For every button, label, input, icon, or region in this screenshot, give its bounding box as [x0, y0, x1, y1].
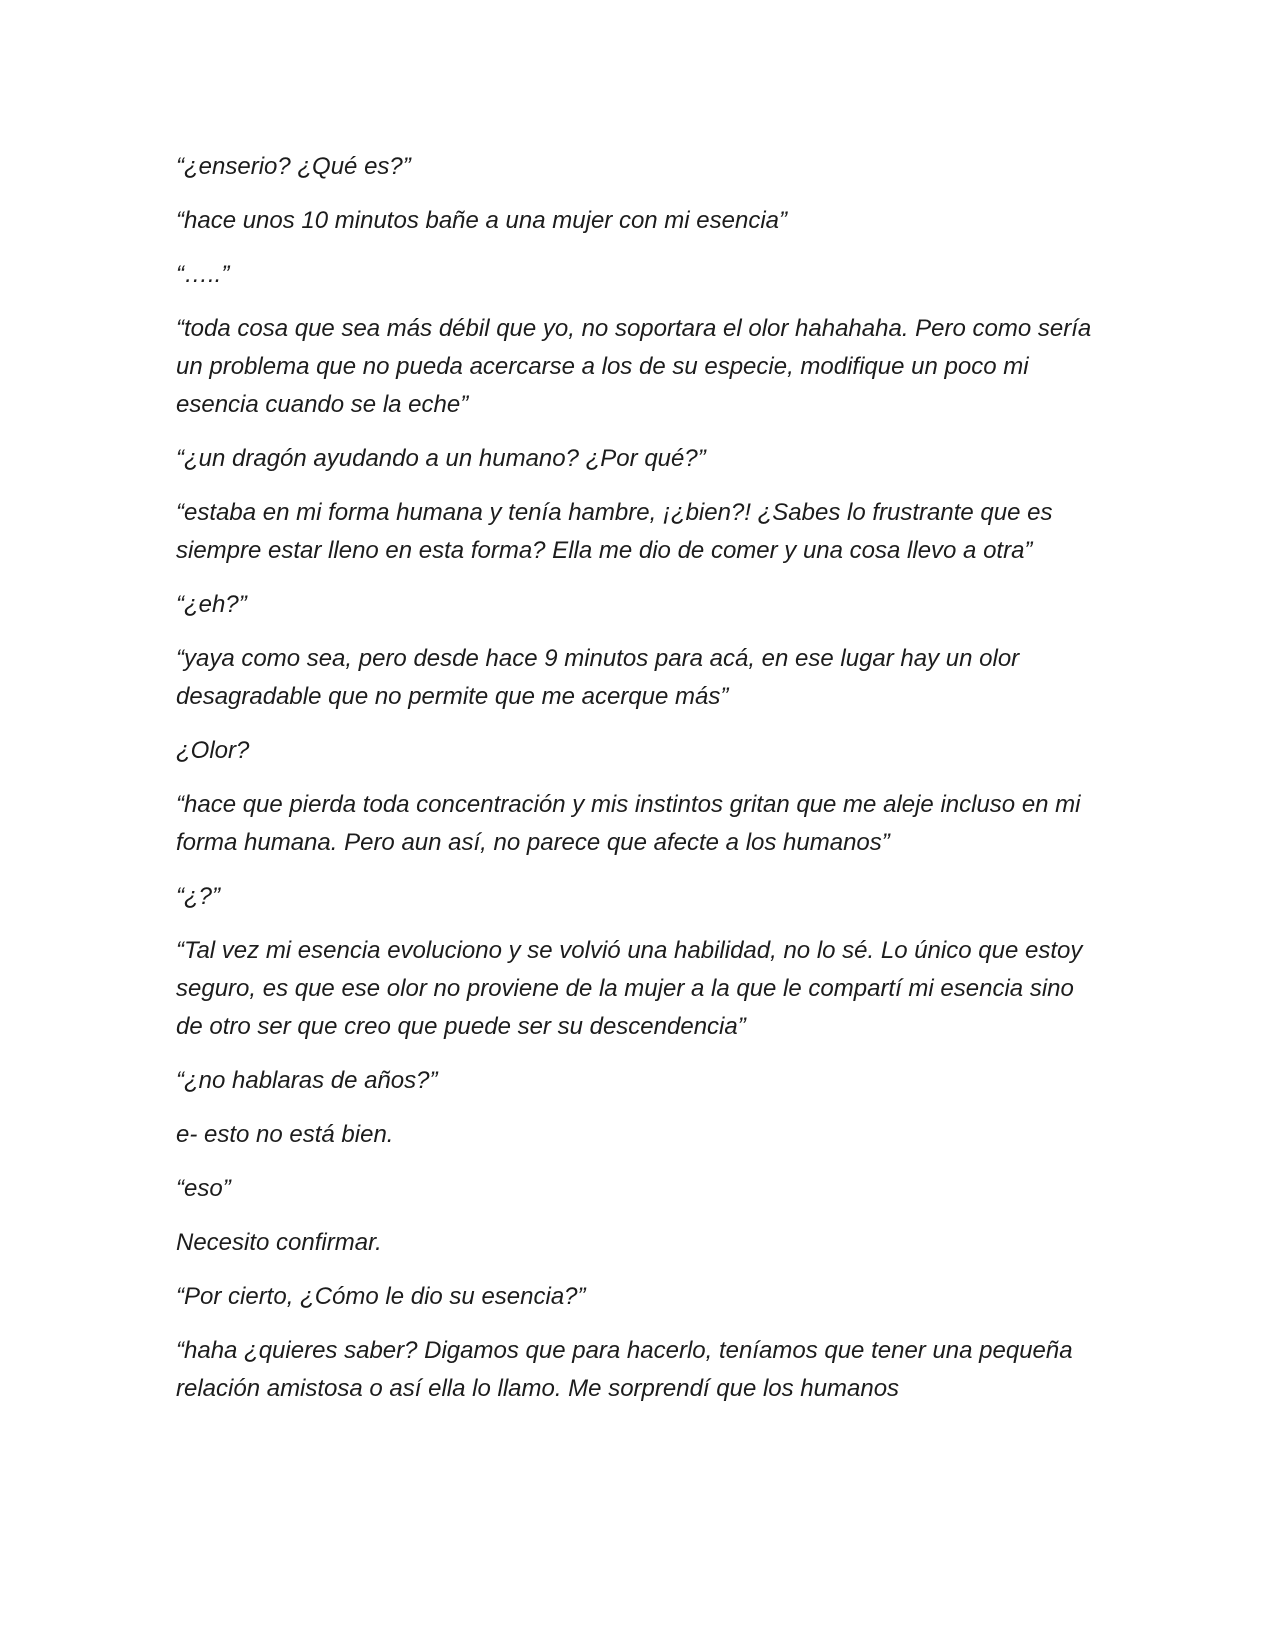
paragraph: ¿Olor? [176, 737, 250, 764]
paragraph: “estaba en mi forma humana y tenía hambre, ¡¿bien?! ¿Sabes lo frustrante que es siempre estar lleno en esta forma? Ella me dio de comer y una cosa llevo a otra” [176, 499, 1053, 564]
paragraph: “¿enserio? ¿Qué es?” [176, 153, 411, 180]
paragraph: “hace unos 10 minutos bañe a una mujer con mi esencia” [176, 207, 788, 234]
paragraph: “¿no hablaras de años?” [176, 1067, 438, 1094]
paragraph: “haha ¿quieres saber? Digamos que para hacerlo, teníamos que tener una pequeña relación amistosa o así ella lo llamo. Me sorprendí que los humanos [176, 1337, 1073, 1402]
paragraph: e- esto no está bien. [176, 1121, 394, 1148]
paragraph: “eso” [176, 1175, 231, 1202]
paragraph: “toda cosa que sea más débil que yo, no soportara el olor hahahaha. Pero como sería un problema que no pueda acercarse a los de su especie, modifique un poco mi esencia cuando se la eche” [176, 315, 1092, 418]
paragraph: “yaya como sea, pero desde hace 9 minutos para acá, en ese lugar hay un olor desagradable que no permite que me acerque más” [176, 645, 1020, 710]
paragraph: “Por cierto, ¿Cómo le dio su esencia?” [176, 1283, 586, 1310]
paragraph: “¿un dragón ayudando a un humano? ¿Por qué?” [176, 445, 706, 472]
paragraph: “…..” [176, 261, 230, 288]
paragraph: Necesito confirmar. [176, 1229, 382, 1256]
document-body [176, 148, 1106, 1424]
paragraph: “¿eh?” [176, 591, 247, 618]
paragraph: “Tal vez mi esencia evoluciono y se volvió una habilidad, no lo sé. Lo único que estoy seguro, es que ese olor no proviene de la mujer a la que le compartí mi esencia sino de otro ser que creo que puede ser su descendencia” [176, 937, 1083, 1040]
paragraph: “hace que pierda toda concentración y mis instintos gritan que me aleje incluso en mi forma humana. Pero aun así, no parece que afecte a los humanos” [176, 791, 1081, 856]
paragraph: “¿?” [176, 883, 220, 910]
